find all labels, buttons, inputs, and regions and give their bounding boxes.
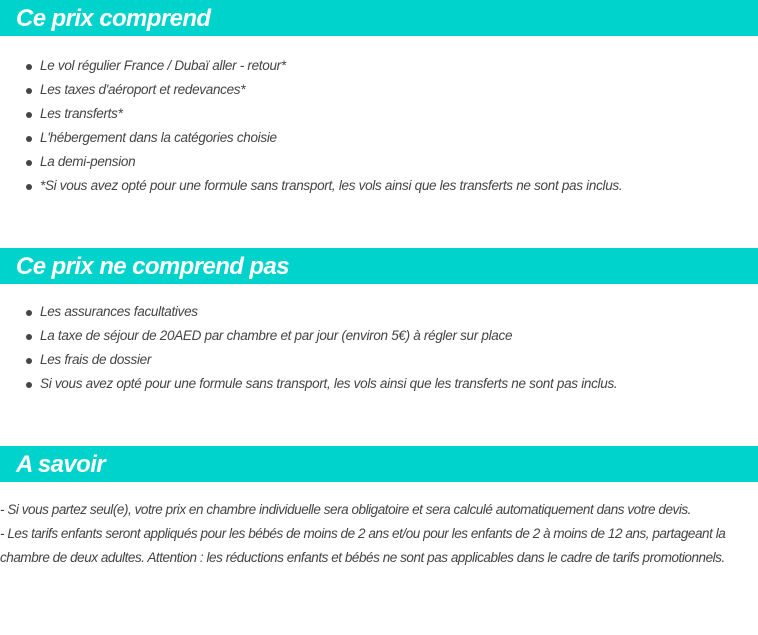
section-header-not-included <box>0 248 758 284</box>
list-item: L'hébergement dans la catégories choisie <box>40 126 622 150</box>
section-title: Ce prix ne comprend pas <box>16 253 289 280</box>
section-title: A savoir <box>16 451 106 478</box>
list-item: Si vous avez opté pour une formule sans transport, les vols ainsi que les transferts ne sont pas inclus. <box>40 372 617 396</box>
section-title: Ce prix comprend <box>16 5 211 32</box>
list-item: Les assurances facultatives <box>40 300 617 324</box>
paragraph: - Si vous partez seul(e), votre prix en chambre individuelle sera obligatoire et sera calculé automatiquement dans votre devis. <box>0 502 691 517</box>
included-list <box>0 54 622 198</box>
not-included-list <box>0 300 617 396</box>
section-header-included <box>0 0 758 36</box>
list-item: La demi-pension <box>40 150 622 174</box>
list-item: Les taxes d'aéroport et redevances* <box>40 78 622 102</box>
list-item: Les frais de dossier <box>40 348 617 372</box>
list-item: La taxe de séjour de 20AED par chambre et par jour (environ 5€) à régler sur place <box>40 324 617 348</box>
section-header-a-savoir <box>0 446 758 482</box>
paragraph: - Les tarifs enfants seront appliqués pour les bébés de moins de 2 ans et/ou pour les enfants de 2 à moins de 12 ans, partageant la chambre de deux adultes. Attention : les réductions enfants et bébés ne sont pas applicables dans le cadre de tarifs promotionnels. <box>0 526 726 565</box>
list-item: Le vol régulier France / Dubaï aller - retour* <box>40 54 622 78</box>
list-item: *Si vous avez opté pour une formule sans transport, les vols ainsi que les transferts ne sont pas inclus. <box>40 174 622 198</box>
list-item: Les transferts* <box>40 102 622 126</box>
a-savoir-text <box>0 498 756 570</box>
